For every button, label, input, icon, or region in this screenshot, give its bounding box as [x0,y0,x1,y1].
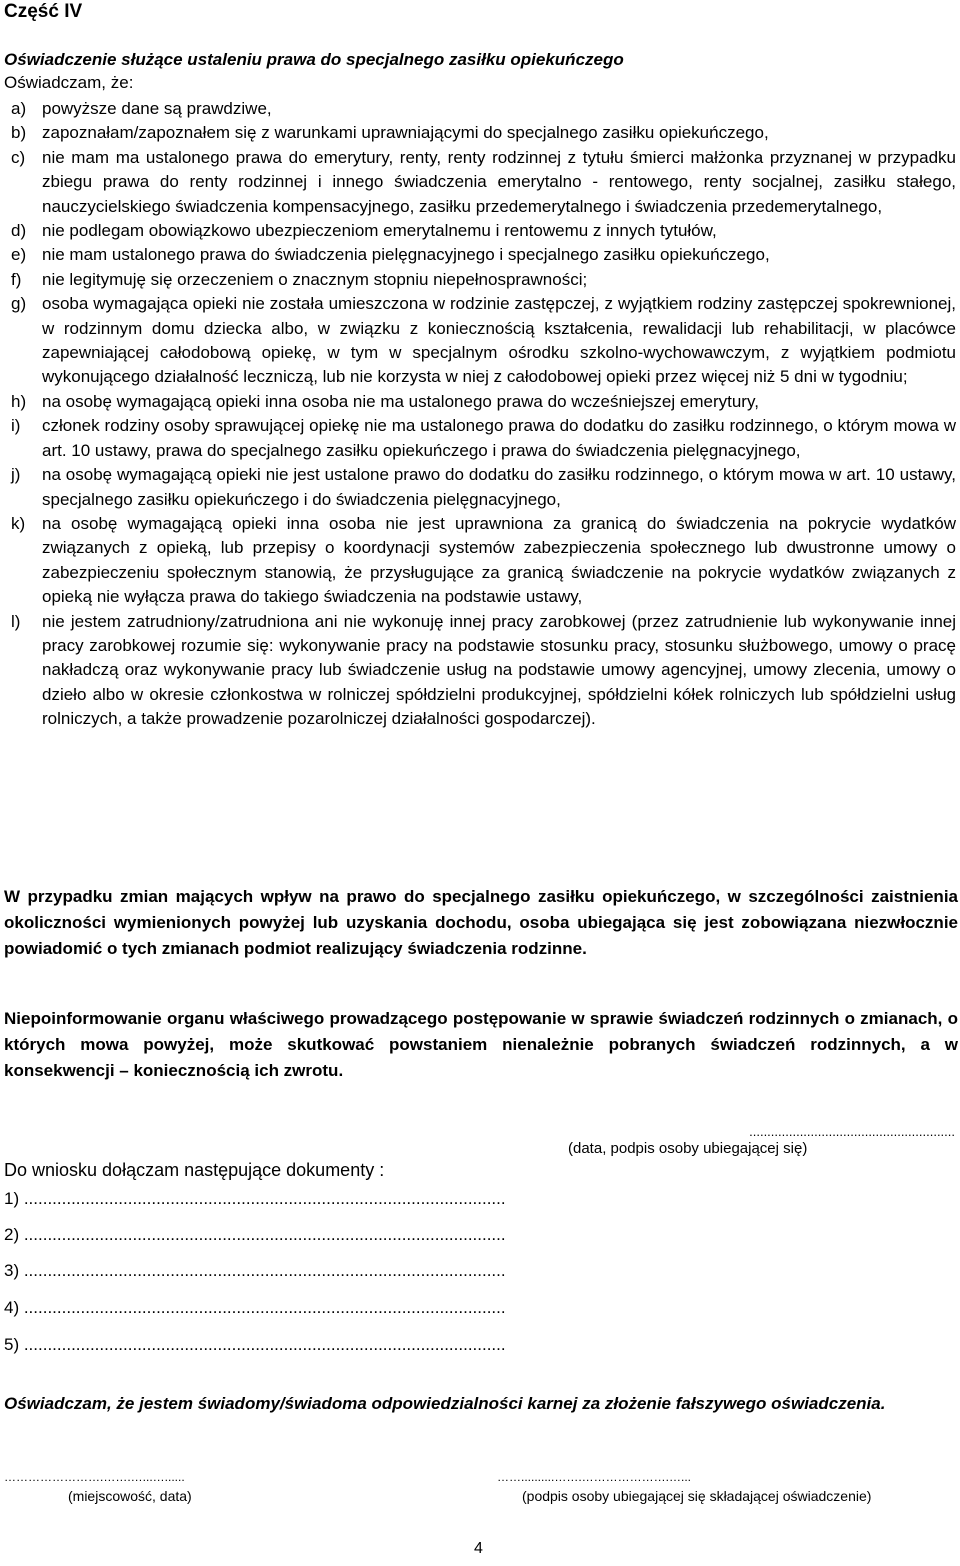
item-marker: f) [11,269,22,289]
document-entry-line[interactable]: 3) ...................................................................................................... [4,1261,506,1280]
item-text: powyższe dane są prawdziwe, [42,99,272,118]
item-text: nie legitymuję się orzeczeniem o znacznym stopniu niepełnosprawności; [42,269,588,289]
applicant-signature-label: (data, podpis osoby ubiegającej się) [568,1140,808,1157]
page-number: 4 [474,1540,483,1557]
part-title: Część IV [4,1,83,22]
item-marker: e) [11,245,27,265]
list-item [0,292,960,390]
item-marker: g) [11,294,27,314]
item-text: na osobę wymagającą opieki inna osoba nie jest uprawniona za granicą do świadczenia na pokrycie wydatków związanych z opieką, lub przepisy o koordynacji systemów zabezpieczenia społecznego lub dwustronne umowy o zabezpieczeniu społecznym stanowią, że przysługujące za granicą świadczenie na pokrycie wydatków związanych z opieką nie wyłącza prawa do takiego świadczenia na podstawie ustawy, [42,513,956,607]
attached-documents-title: Do wniosku dołączam następujące dokumenty : [4,1160,385,1180]
item-text: osoba wymagająca opieki nie została umieszczona w rodzinie zastępczej, z wyjątkiem rodziny zastępczej spokrewnionej, w rodzinnym domu dziecka albo, w związku z koniecznością kształcenia, rewalidacji lub rehabilitacji, w placówce zapewniającej całodobową opiekę, w tym w specjalnym ośrodku szkolno-wychowawczym, z wyjątkiem podmiotu wykonującego działalność leczniczą, lub nie korzysta w niej z całodobowej opieki przez więcej niż 5 dni w tygodniu; [42,294,956,387]
list-item [0,463,960,512]
list-item [0,243,960,267]
consequence-notice-paragraph: Niepoinformowanie organu właściwego prowadzącego postępowanie w sprawie świadczeń rodzinnych o zmianach, o których mowa powyżej, może skutkować powstaniem nienależnie pobranych świadczeń rodzinnych, a w konsekwencji – koniecznością ich zwrotu. [4,1009,958,1080]
list-item [0,512,960,610]
item-text: członek rodziny osoby sprawującej opiekę nie ma ustalonego prawa do dodatku do zasiłku rodzinnego, o którym mowa w art. 10 ustawy, prawa do specjalnego zasiłku opiekuńczego i prawa do świadczenia pielęgnacyjnego, [42,416,956,460]
list-item [0,97,960,121]
change-notice-paragraph: W przypadku zmian mających wpływ na prawo do specjalnego zasiłku opiekuńczego, w szczególności zaistnienia okoliczności wymienionych powyżej lub uzyskania dochodu, osoba ubiegająca się jest zobowiązana niezwłocznie powiadomić o tych zmianach podmiot realizujący świadczenia rodzinne. [4,887,958,958]
list-item [0,610,960,732]
item-text: na osobę wymagającą opieki nie jest ustalone prawo do dodatku do zasiłku rodzinnego, o którym mowa w art. 10 ustawy, specjalnego zasiłku opiekuńczego i do świadczenia pielęgnacyjnego, [42,465,956,509]
item-text: nie jestem zatrudniony/zatrudniona ani nie wykonuję innej pracy zarobkowej (przez zatrudnienie lub wykonywanie innej pracy zarobkowej rozumie się: wykonywanie pracy na podstawie stosunku pracy, stosunku służbowego, umowy o pracę nakładczą oraz wykonywanie pracy lub świadczenie usług na podstawie umowy agencyjnej, umowy zlecenia, umowy o dzieło albo w okresie członkostwa w rolniczej spółdzielni produkcyjnej, spółdzielni kółek rolniczych lub spółdzielni usług rolniczych, a także prowadzenie pozarolniczej działalności gospodarczej). [42,611,956,729]
item-marker: j) [11,465,21,485]
intro-text: Oświadczam, że: [4,73,134,92]
list-item [0,390,960,414]
item-marker: i) [11,416,21,436]
criminal-liability-declaration: Oświadczam, że jestem świadomy/świadoma odpowiedzialności karnej za złożenie fałszywego oświadczenia. [4,1394,886,1413]
statement-list [0,97,960,732]
document-entry-line[interactable]: 1) ...................................................................................................... [4,1189,506,1208]
list-item [0,121,960,145]
list-item [0,268,960,292]
item-text: nie mam ustalonego prawa do świadczenia pielęgnacyjnego i specjalnego zasiłku opiekuńczego, [42,245,770,265]
item-marker: a) [11,99,27,118]
list-item [0,146,960,219]
statement-heading: Oświadczenie służące ustaleniu prawa do specjalnego zasiłku opiekuńczego [4,50,624,69]
document-entry-line[interactable]: 2) ...................................................................................................... [4,1225,506,1244]
applicant-signature-line: ......................................................... [749,1124,955,1139]
place-date-label: (miejscowość, data) [68,1488,192,1504]
item-marker: h) [11,391,27,411]
item-marker: l) [11,611,21,631]
item-marker: b) [11,123,27,143]
item-marker: c) [11,147,26,167]
signer-signature-label: (podpis osoby ubiegającej się składającej oświadczenie) [522,1488,872,1504]
item-marker: k) [11,513,26,533]
item-marker: d) [11,221,27,241]
item-text: nie mam ma ustalonego prawa do emerytury, renty, renty rodzinnej z tytułu śmierci małżonka przyznanej w przypadku zbiegu prawa do renty rodzinnej i innego świadczenia emerytalno - rentowego, renty socjalnej, zasiłku stałego, nauczycielskiego świadczenia kompensacyjnego, zasiłku przedemerytalnego i świadczenia przedemerytalnego, [42,147,956,216]
item-text: nie podlegam obowiązkowo ubezpieczeniom emerytalnemu i rentowemu z innych tytułów, [42,221,717,241]
list-item [0,219,960,243]
document-entry-line[interactable]: 4) ...................................................................................................... [4,1298,506,1317]
place-date-line: …………………….…….…...…...... [4,1470,185,1484]
item-text: na osobę wymagającą opieki inna osoba nie ma ustalonego prawa do wcześniejszej emerytury, [42,391,759,411]
signer-signature-line: ……..........…….………………….…... [497,1470,692,1484]
item-text: zapoznałam/zapoznałem się z warunkami uprawniającymi do specjalnego zasiłku opiekuńczego, [42,123,769,143]
list-item [0,414,960,463]
document-entry-line[interactable]: 5) ...................................................................................................... [4,1335,506,1354]
